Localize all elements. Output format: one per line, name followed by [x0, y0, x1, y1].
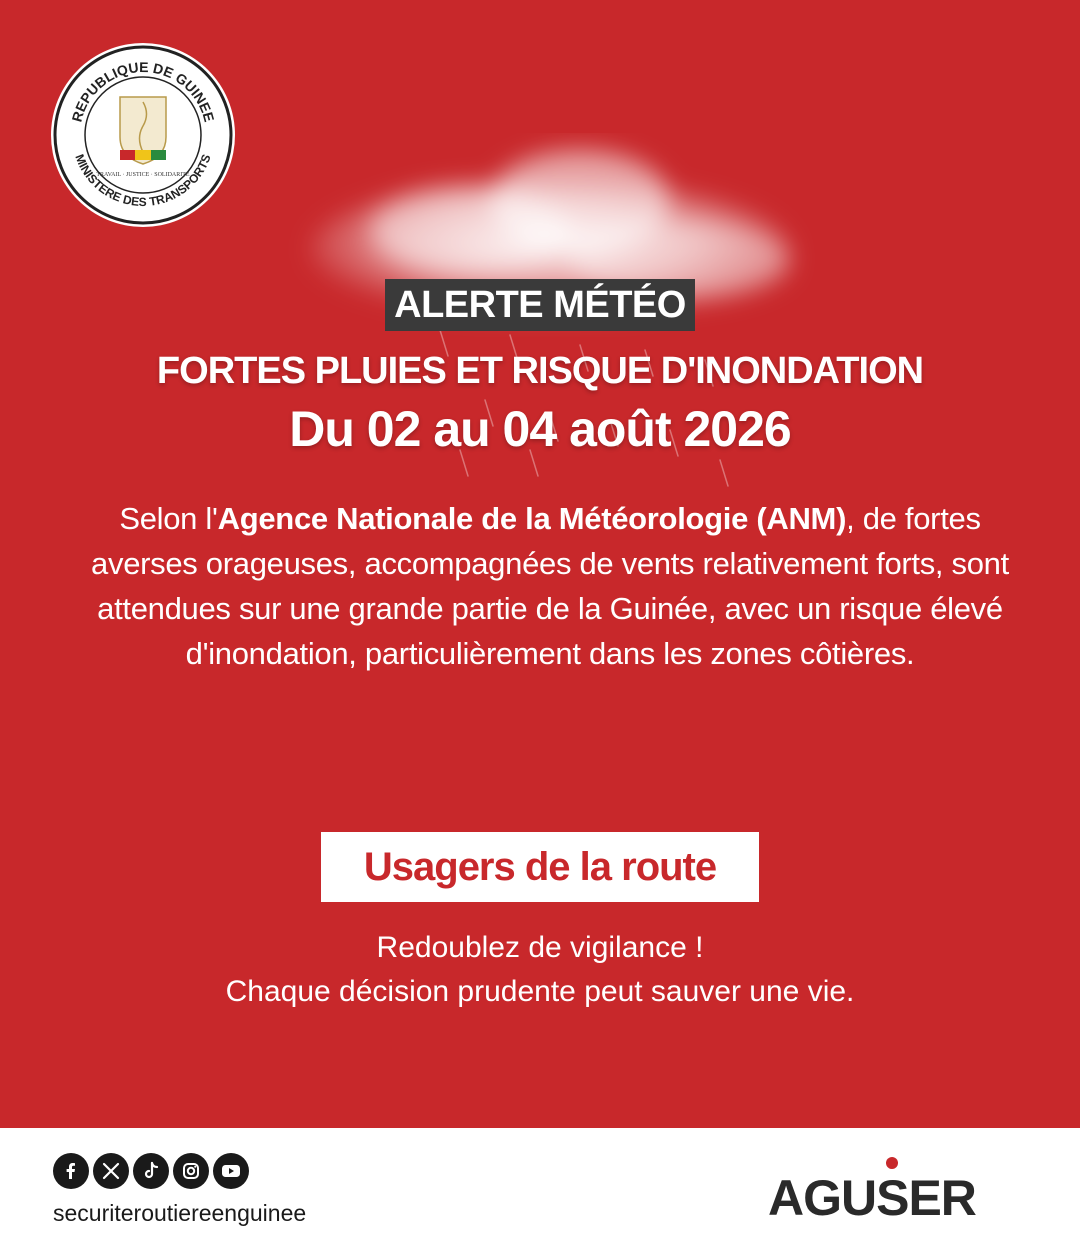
ministry-seal-logo	[50, 42, 236, 228]
alert-description	[90, 496, 1010, 676]
social-handle: securiteroutiereenguinee	[53, 1200, 307, 1226]
youtube-icon[interactable]	[213, 1153, 249, 1189]
svg-text:MINISTERE DES TRANSPORTS: MINISTERE DES TRANSPORTS	[72, 152, 214, 209]
x-icon[interactable]	[93, 1153, 129, 1189]
svg-text:REPUBLIQUE DE GUINEE: REPUBLIQUE DE GUINEE	[68, 58, 218, 124]
alert-headline: FORTES PLUIES ET RISQUE D'INONDATION	[156, 350, 924, 392]
aguser-logo	[768, 1155, 1033, 1225]
body-rest: , de fortes averses orageuses, accompagnées de vents relativement forts, sont attendues sur une grande partie de la Guinée, avec un risque élevé d'inondation, particulièrement dans les zones côtières.	[91, 501, 1009, 671]
advice-line-2: Chaque décision prudente peut sauver une vie.	[225, 975, 855, 1008]
svg-text:AGUSER: AGUSER	[768, 1170, 976, 1225]
agency-name: Agence Nationale de la Météorologie (ANM)	[217, 501, 847, 536]
tiktok-icon[interactable]	[133, 1153, 169, 1189]
safety-advice	[0, 926, 1080, 1014]
facebook-icon[interactable]	[53, 1153, 89, 1189]
alert-badge: ALERTE MÉTÉO	[385, 279, 695, 331]
svg-text:TRAVAIL · JUSTICE · SOLIDARITE: TRAVAIL · JUSTICE · SOLIDARITE	[96, 172, 190, 178]
advice-line-1: Redoublez de vigilance !	[376, 931, 704, 964]
social-icons	[53, 1153, 249, 1189]
body-prefix: Selon l'	[119, 501, 218, 536]
instagram-icon[interactable]	[173, 1153, 209, 1189]
road-users-label: Usagers de la route	[321, 832, 759, 902]
alert-dates: Du 02 au 04 août 2026	[289, 401, 791, 457]
